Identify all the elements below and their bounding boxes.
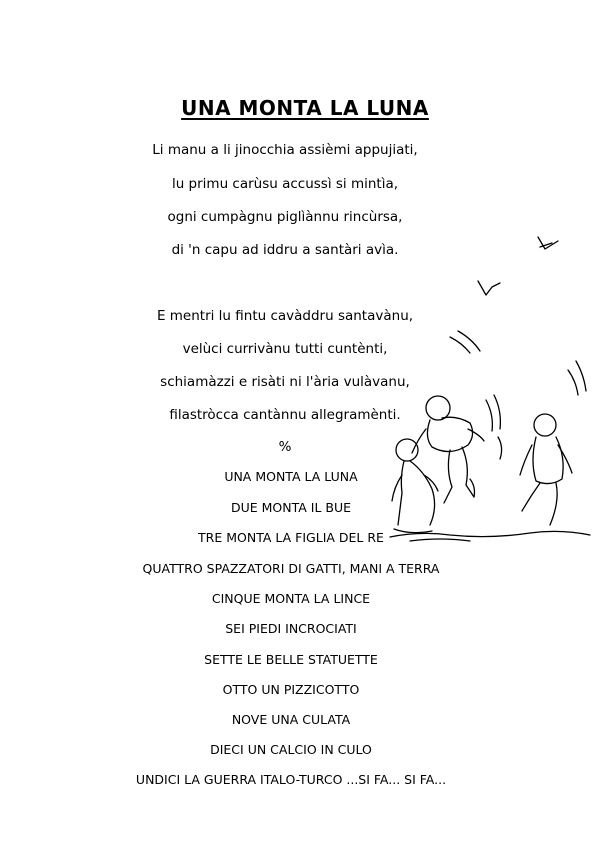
rhyme-line: TRE MONTA LA FIGLIA DEL RE: [198, 530, 384, 545]
rhyme-line: SETTE LE BELLE STATUETTE: [204, 652, 378, 667]
bird-icon: [538, 237, 558, 249]
rhyme-line: DUE MONTA IL BUE: [230, 500, 352, 515]
motion-line: [498, 437, 502, 459]
rhyme-line: CINQUE MONTA LA LINCE: [211, 591, 371, 606]
motion-line: [450, 337, 470, 353]
bird-icon: [478, 281, 500, 295]
motion-line: [458, 331, 480, 351]
verse-line: schiamàzzi e risàti ni l'ària vulàvanu,: [160, 374, 410, 390]
running-child-figure: [520, 414, 572, 525]
motion-line: [568, 370, 578, 395]
motion-line: [576, 361, 586, 391]
verse-line: Li manu a li jinocchia assièmi appujiati,: [152, 142, 418, 158]
verse-line: E mentri lu fintu cavàddru santavànu,: [156, 308, 414, 324]
rhyme-line: UNDICI LA GUERRA ITALO-TURCO ...SI FA... SI FA...: [135, 772, 447, 787]
rhyme-line: NOVE UNA CULATA: [231, 712, 351, 727]
motion-line: [494, 395, 500, 429]
verse-line: filastròcca cantànnu allegramènti.: [169, 407, 401, 423]
children-playing-illustration: [380, 225, 605, 555]
verse-line: lu primu carùsu accussì si mintìa,: [171, 176, 399, 192]
rhyme-line: DIECI UN CALCIO IN CULO: [210, 742, 372, 757]
verse-line: ogni cumpàgnu piglìànnu rincùrsa,: [167, 209, 403, 225]
rhyme-line: UNA MONTA LA LUNA: [224, 469, 358, 484]
rhyme-line: SEI PIEDI INCROCIATI: [225, 621, 357, 636]
ground-line: [410, 539, 470, 541]
verse-line: velùci currivànu tutti cuntènti,: [182, 341, 388, 357]
poem-title: UNA MONTA LA LUNA: [181, 96, 429, 120]
verse-line: di 'n capu ad iddru a santàri avìa.: [171, 242, 399, 258]
separator: %: [278, 439, 292, 455]
rhyme-line: OTTO UN PIZZICOTTO: [222, 682, 360, 697]
rhyme-line: QUATTRO SPAZZATORI DI GATTI, MANI A TERRA: [142, 561, 440, 576]
motion-line: [486, 400, 492, 431]
bending-child-figure: [392, 439, 438, 533]
